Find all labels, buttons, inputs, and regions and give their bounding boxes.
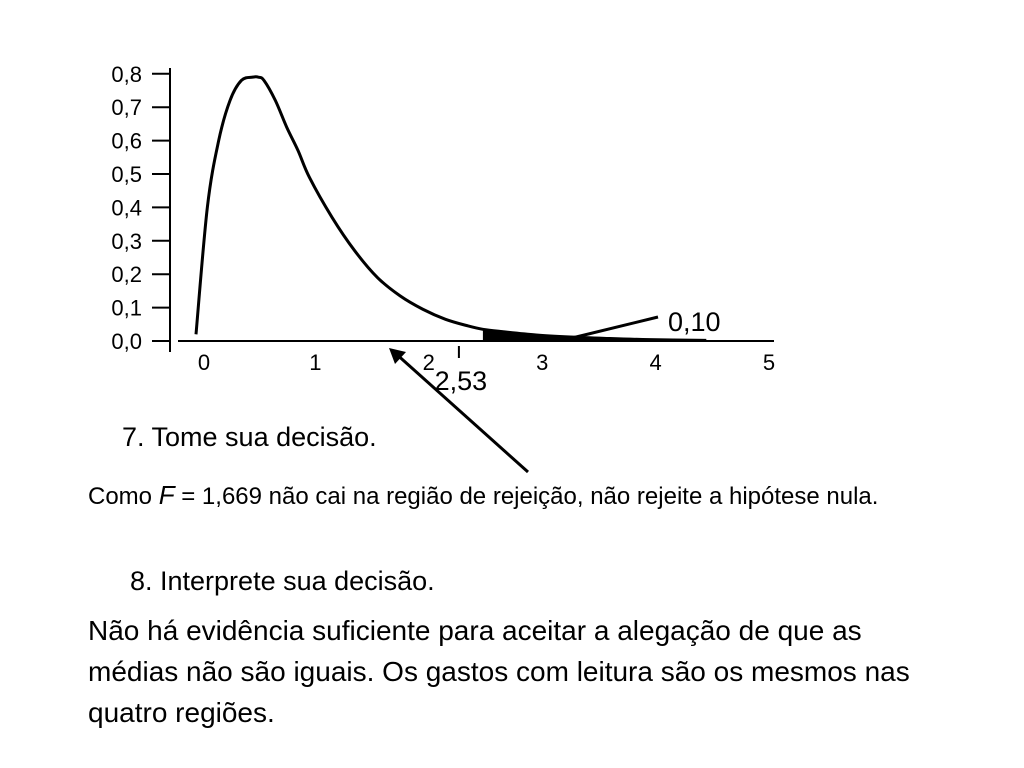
y-tick-label: 0,1 bbox=[111, 295, 142, 321]
y-tick-label: 0,6 bbox=[111, 128, 142, 154]
x-tick-label: 2 bbox=[422, 350, 435, 375]
x-tick-label: 0 bbox=[197, 350, 211, 375]
y-tick-label: 0,7 bbox=[111, 95, 142, 121]
x-tick-label: 1 bbox=[309, 350, 322, 375]
decision-rest: = 1,669 não cai na região de rejeição, não rejeite a hipótese nula. bbox=[174, 483, 879, 510]
step-7-heading: 7. Tome sua decisão. bbox=[122, 422, 377, 452]
y-axis bbox=[111, 62, 170, 354]
y-tick-label: 0,2 bbox=[111, 262, 142, 288]
density-curve bbox=[196, 77, 706, 341]
f-variable: F bbox=[158, 480, 175, 510]
step-8-heading: 8. Interprete sua decisão. bbox=[130, 566, 435, 596]
x-tick-label: 4 bbox=[649, 350, 662, 375]
decision-prefix: Como bbox=[88, 483, 159, 510]
decision-text bbox=[88, 478, 968, 514]
conclusion-text: Não há evidência suficiente para aceitar a alegação de que as médias não são iguais. Os gastos com leitura são os mesmos nas quatro regiões. bbox=[88, 615, 910, 728]
x-tick-label: 3 bbox=[536, 350, 549, 375]
shaded-area-label: 0,10 bbox=[668, 307, 721, 337]
x-tick-label: 5 bbox=[762, 350, 776, 375]
y-tick-label: 0,0 bbox=[111, 329, 142, 354]
y-tick-label: 0,3 bbox=[111, 228, 142, 254]
y-tick-label: 0,4 bbox=[111, 195, 142, 221]
critical-value-label: 2,53 bbox=[434, 366, 488, 396]
y-tick-label: 0,5 bbox=[111, 162, 142, 187]
y-tick-label: 0,8 bbox=[111, 61, 142, 87]
shaded-area-pointer bbox=[572, 317, 658, 338]
